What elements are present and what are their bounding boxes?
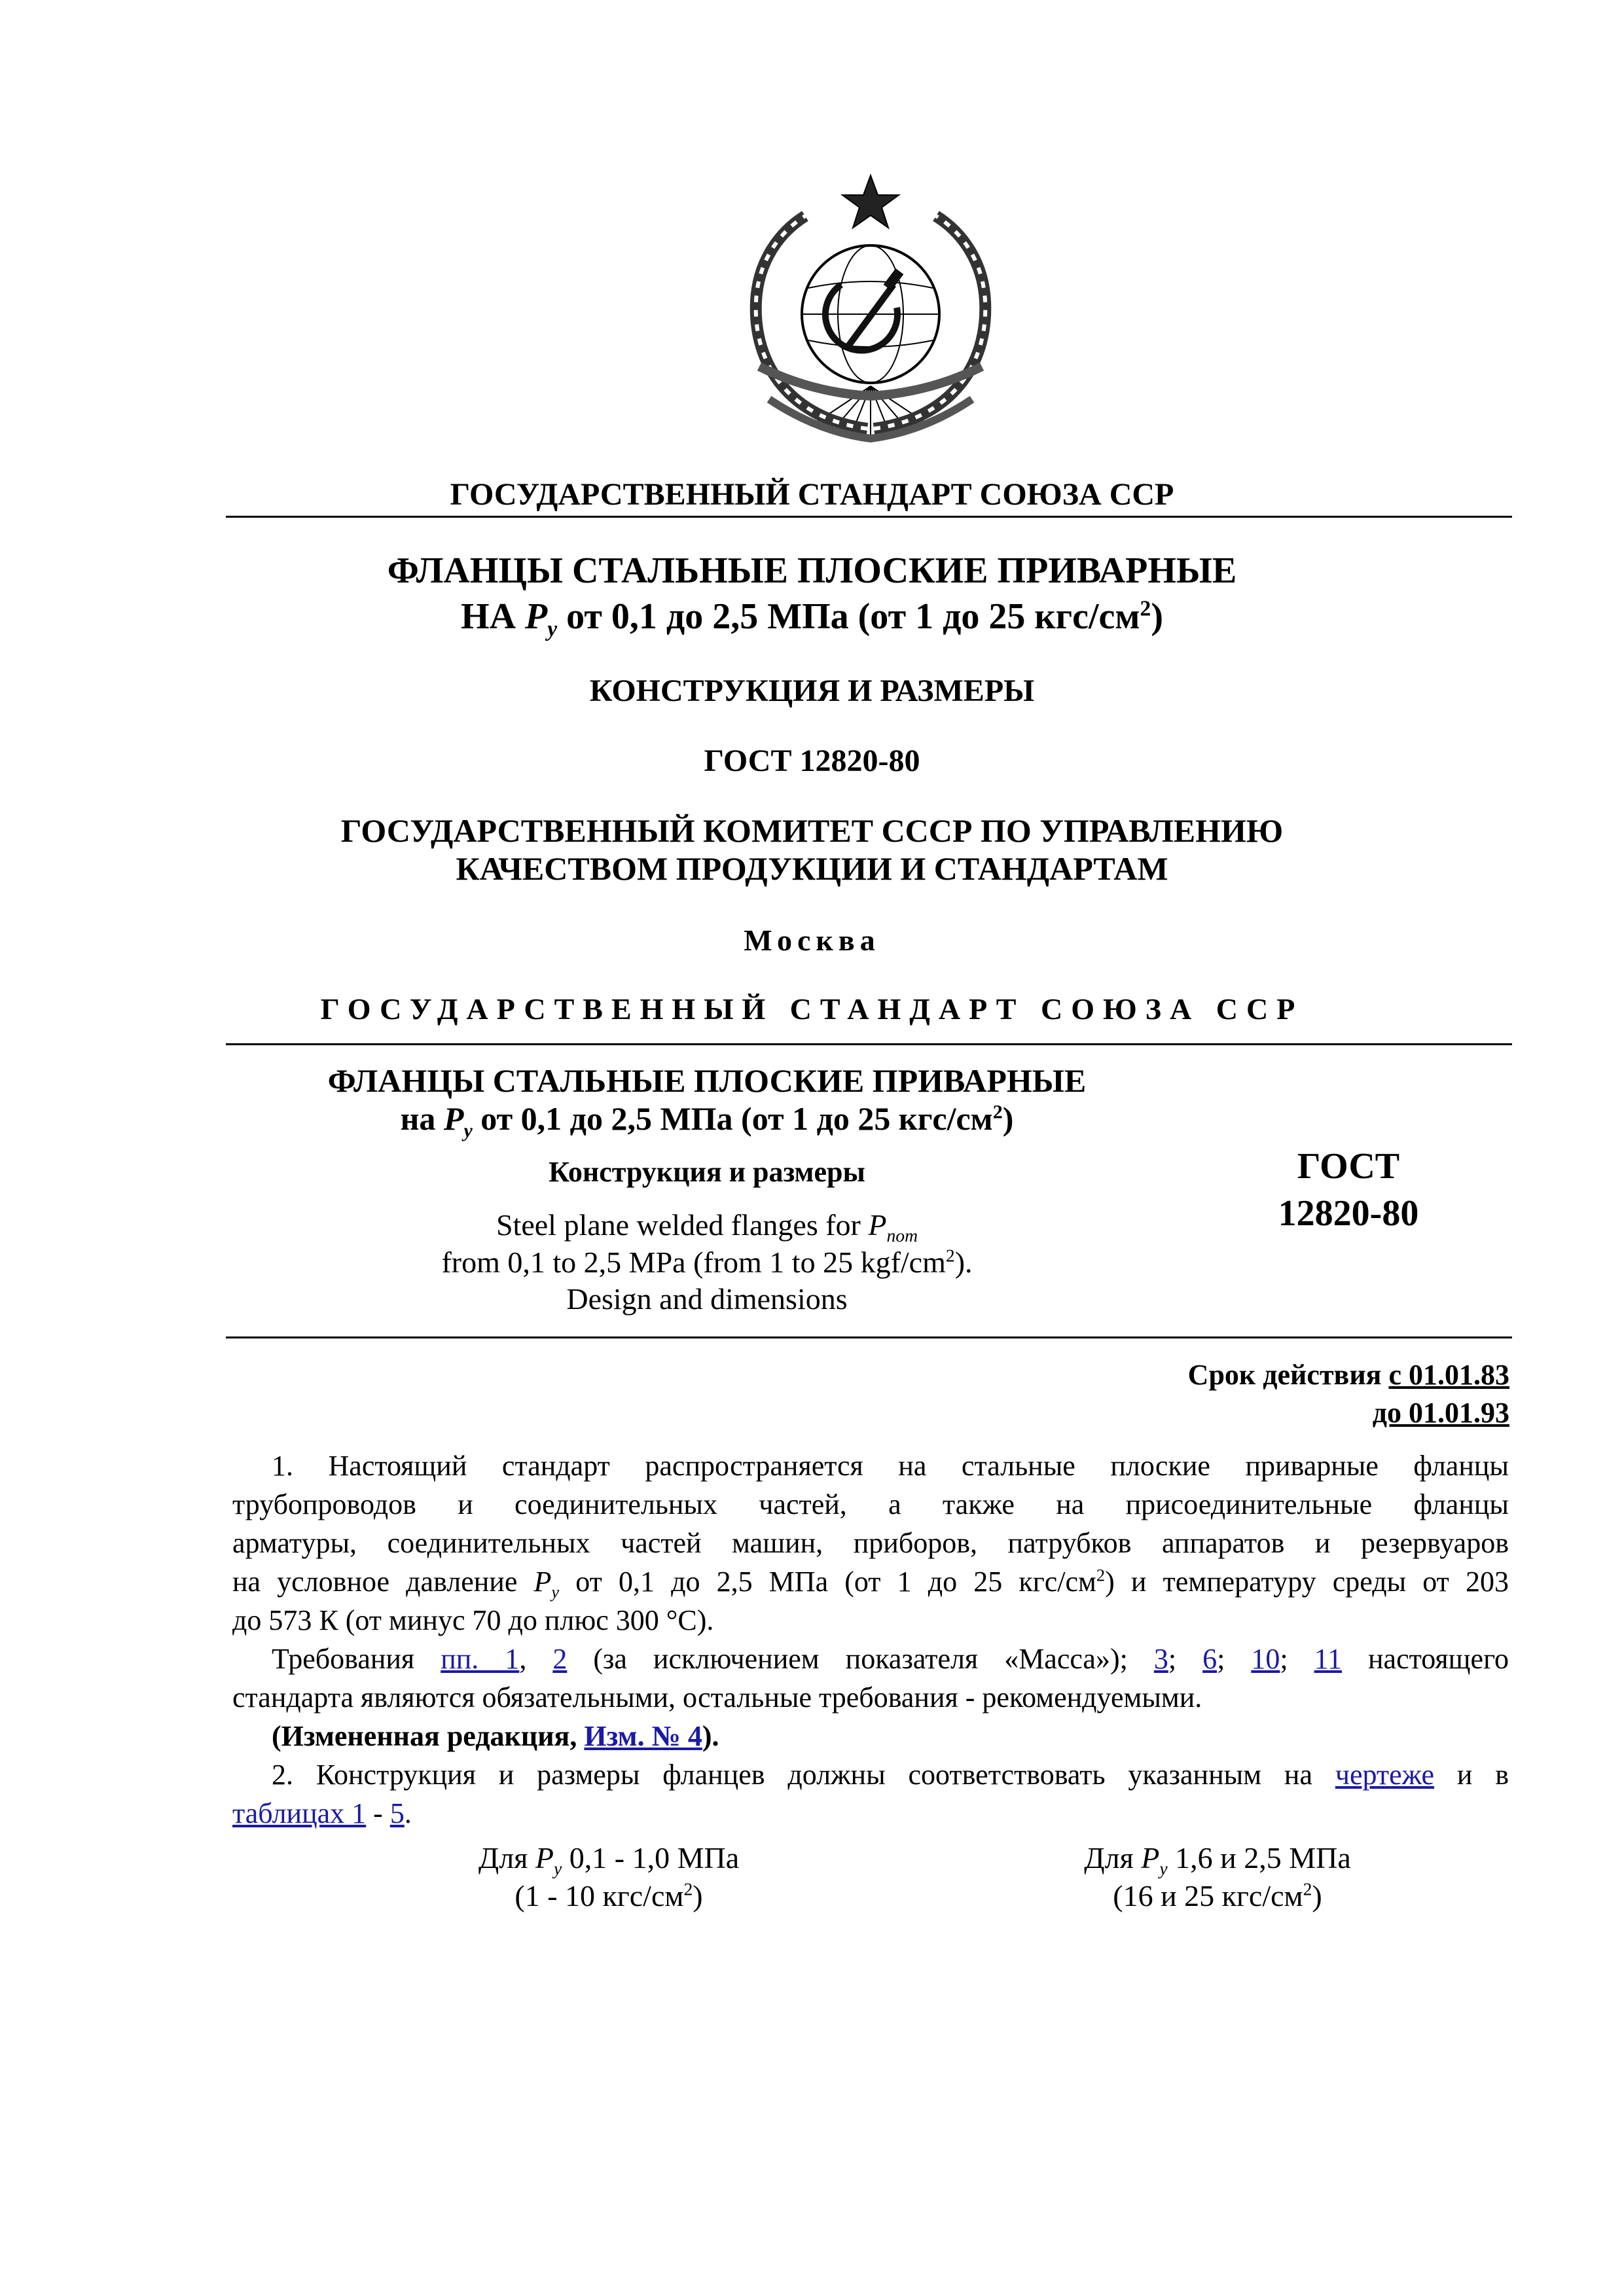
link-p2[interactable]: 2 bbox=[552, 1643, 568, 1675]
cover-committee-line2: КАЧЕСТВОМ ПРОДУКЦИИ И СТАНДАРТАМ bbox=[456, 850, 1168, 887]
p1-line5: до 573 К (от минус 70 до плюс 300 °С). bbox=[232, 1604, 714, 1636]
cover-committee-line1: ГОСУДАРСТВЕННЫЙ КОМИТЕТ СССР ПО УПРАВЛЕНИЮ bbox=[340, 812, 1284, 849]
cover-subtitle: КОНСТРУКЦИЯ И РАЗМЕРЫ bbox=[589, 673, 1035, 708]
cover-top-rule bbox=[226, 516, 1512, 518]
header-en-line3: Design and dimensions bbox=[566, 1282, 848, 1316]
p3-line1: 2. Конструкция и размеры фланцев должны соответствовать указанным на чертеже и в bbox=[272, 1759, 1509, 1791]
caption-right bbox=[923, 1839, 1512, 1915]
header-gost-number: 12820-80 bbox=[1278, 1193, 1419, 1234]
p1-line3: арматуры, соединительных частей машин, приборов, патрубков аппаратов и резервуаров bbox=[232, 1527, 1509, 1559]
p1-line4: на условное давление $P_y$ от 0,1 до 2,5 МПа (от 1 до 25 кгс/$см^2$) и температуру среды от 203 bbox=[232, 1565, 1509, 1602]
ussr-emblem bbox=[733, 170, 1008, 458]
header-title-line1: ФЛАНЦЫ СТАЛЬНЫЕ ПЛОСКИЕ ПРИВАРНЫЕ bbox=[327, 1062, 1087, 1099]
link-pp1[interactable]: пп. 1 bbox=[441, 1643, 520, 1675]
header-state-standard: ГОСУДАРСТВЕННЫЙ СТАНДАРТ СОЮЗА ССР bbox=[320, 992, 1304, 1026]
p2-line1: Требования пп. 1, 2 (за исключением показателя «Масса»); 3; 6; 10; 11 настоящего bbox=[272, 1643, 1509, 1675]
validity-period: Срок действия с 01.01.83 bbox=[1187, 1359, 1509, 1391]
link-change-4[interactable]: Изм. № 4 bbox=[584, 1720, 702, 1752]
cover-city: Москва bbox=[744, 924, 880, 957]
caption-left-line2: (1 - 10 кгс/$см^2$) bbox=[514, 1878, 703, 1912]
header-en-line1: Steel plane welded flanges for $P_{nom}$ bbox=[496, 1208, 918, 1246]
p3-line2: таблицах 1 - 5. bbox=[232, 1797, 412, 1829]
cover-title-line2: НА $P_y$ от 0,1 до 2,5 МПа (от 1 до 25 кгс/$см^2$) bbox=[461, 596, 1163, 642]
cover-title-line1: ФЛАНЦЫ СТАЛЬНЫЕ ПЛОСКИЕ ПРИВАРНЫЕ bbox=[387, 550, 1237, 591]
caption-left bbox=[314, 1839, 903, 1915]
p1-line1: 1. Настоящий стандарт распространяется на стальные плоские приварные фланцы bbox=[272, 1450, 1509, 1482]
link-p6[interactable]: 6 bbox=[1202, 1643, 1218, 1675]
header-title-line2: на $P_y$ от 0,1 до 2,5 МПа (от 1 до 25 кгс/$см^2$) bbox=[400, 1100, 1014, 1141]
p2-line2: стандарта являются обязательными, остальные требования - рекомендуемыми. bbox=[232, 1681, 1202, 1713]
header-subtitle: Конструкция и размеры bbox=[549, 1156, 865, 1188]
link-p3[interactable]: 3 bbox=[1153, 1643, 1168, 1675]
link-p11[interactable]: 11 bbox=[1314, 1643, 1342, 1675]
link-table-5[interactable]: 5 bbox=[389, 1797, 405, 1829]
link-p10[interactable]: 10 bbox=[1251, 1643, 1280, 1675]
caption-right-line2: (16 и 25 кгс/$см^2$) bbox=[1113, 1878, 1322, 1912]
validity-to: до 01.01.93 bbox=[1372, 1397, 1509, 1429]
header-gost-label: ГОСТ bbox=[1297, 1146, 1400, 1187]
cover-state-standard: ГОСУДАРСТВЕННЫЙ СТАНДАРТ СОЮЗА ССР bbox=[450, 477, 1174, 512]
body-text bbox=[232, 1446, 1509, 1833]
header-top-rule bbox=[226, 1043, 1512, 1045]
header-en-line2: from 0,1 to 2,5 MPa (from 1 to 25 kgf/$cm^2$). bbox=[441, 1245, 973, 1279]
edit-note: (Измененная редакция, Изм. № 4). bbox=[272, 1720, 719, 1752]
caption-left-line1: Для $P_y$ 0,1 - 1,0 МПа bbox=[478, 1841, 740, 1879]
header-bottom-rule bbox=[226, 1336, 1512, 1338]
caption-right-line1: Для $P_y$ 1,6 и 2,5 МПа bbox=[1084, 1841, 1351, 1879]
p1-line2: трубопроводов и соединительных частей, а также на присоединительные фланцы bbox=[232, 1488, 1509, 1520]
link-tables-1[interactable]: таблицах 1 bbox=[232, 1797, 367, 1829]
link-drawing[interactable]: чертеже bbox=[1335, 1759, 1435, 1791]
cover-code: ГОСТ 12820-80 bbox=[704, 744, 920, 778]
